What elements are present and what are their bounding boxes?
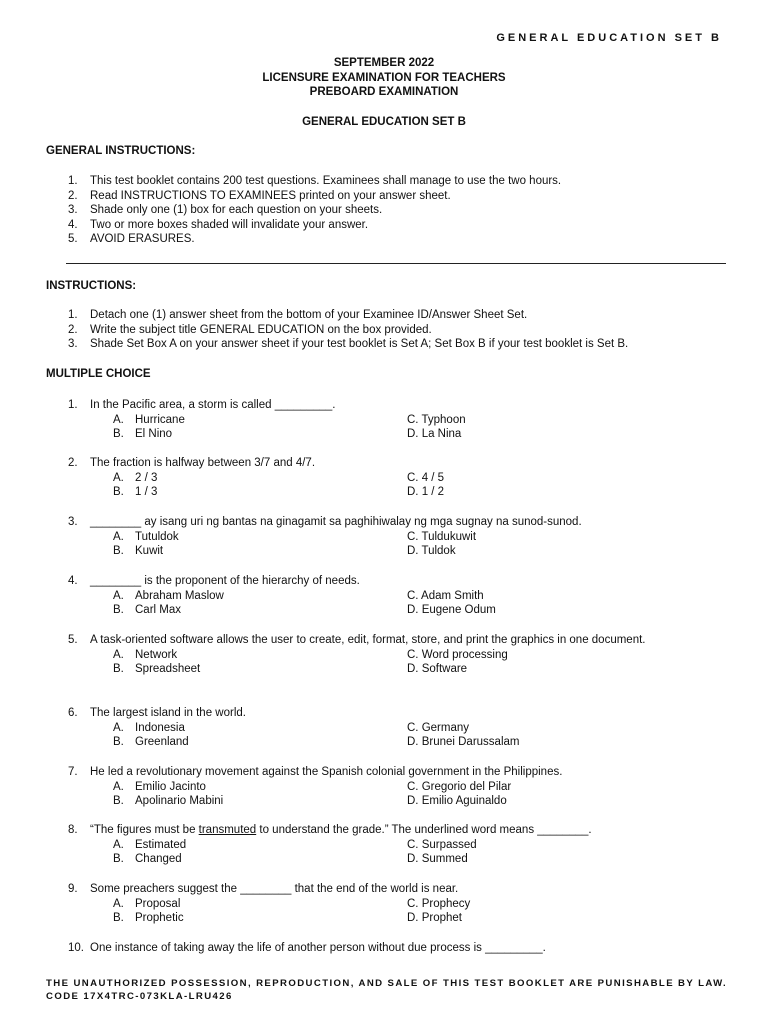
- option-a: A. Proposal: [113, 897, 181, 910]
- instructions-list: [68, 308, 628, 352]
- list-item: 5. AVOID ERASURES.: [68, 233, 195, 246]
- option-b: B. Greenland: [113, 736, 189, 749]
- option-b: B. El Nino: [113, 428, 173, 441]
- option-a: A. Indonesia: [113, 721, 185, 734]
- option-b: B. Apolinario Mabini: [113, 795, 224, 808]
- question-2: 2. The fraction is halfway between 3/7 and 4/7. A. 2 / 3 C. 4 / 5 B. 1 / 3 D. 1 / 2: [68, 456, 728, 500]
- option-c: C. Tuldukuwit: [407, 530, 477, 543]
- question-4: 4. ________ is the proponent of the hierarchy of needs. A. Abraham Maslow C. Adam Smith B. Carl Max D. Eugene Odum: [68, 574, 728, 618]
- question-stem: In the Pacific area, a storm is called _________.: [90, 399, 336, 411]
- option-b: B. Spreadsheet: [113, 663, 201, 676]
- multiple-choice-label: MULTIPLE CHOICE: [46, 368, 151, 380]
- option-d: D. Tuldok: [407, 545, 456, 558]
- question-stem: He led a revolutionary movement against the Spanish colonial government in the Philippines.: [90, 766, 563, 778]
- question-stem: Some preachers suggest the ________ that the end of the world is near.: [90, 883, 459, 895]
- question-stem: A task-oriented software allows the user to create, edit, format, store, and print the graphics in one document.: [90, 634, 646, 646]
- question-7: 7. He led a revolutionary movement against the Spanish colonial government in the Philippines. A. Emilio Jacinto C. Gregorio del Pilar B. Apolinario Mabini D. Emilio Aguinaldo: [68, 765, 728, 809]
- exam-type: PREBOARD EXAMINATION: [309, 86, 459, 98]
- question-stem: “The figures must be transmuted to understand the grade.” The underlined word means ________.: [90, 824, 592, 836]
- question-stem: The fraction is halfway between 3/7 and 4/7.: [90, 457, 316, 469]
- exam-name: LICENSURE EXAMINATION FOR TEACHERS: [262, 71, 506, 84]
- question-10: 10. One instance of taking away the life of another person without due process is _________.: [68, 941, 728, 956]
- option-b: B. Prophetic: [113, 912, 184, 925]
- option-d: D. Emilio Aguinaldo: [407, 795, 507, 808]
- booklet-code: CODE 17X4TRC-073KLA-LRU426: [46, 991, 233, 1002]
- question-6: 6. The largest island in the world. A. Indonesia C. Germany B. Greenland D. Brunei Darussalam: [68, 706, 728, 750]
- option-c: C. Gregorio del Pilar: [407, 780, 512, 793]
- question-9: 9. Some preachers suggest the ________ that the end of the world is near. A. Proposal C. Prophecy B. Prophetic D. Prophet: [68, 882, 728, 926]
- option-a: A. Emilio Jacinto: [113, 780, 206, 793]
- footer: [46, 977, 727, 1003]
- running-header: GENERAL EDUCATION SET B: [496, 32, 722, 44]
- question-8: 8. “The figures must be transmuted to understand the grade.” The underlined word means ________. A. Estimated C. Surpassed B. Changed D. Summed: [68, 823, 728, 867]
- question-stem: ________ ay isang uri ng bantas na ginagamit sa paghihiwalay ng mga sugnay na sunod-sunod.: [90, 516, 582, 528]
- question-stem: The largest island in the world.: [90, 707, 246, 719]
- list-item: 3. Shade only one (1) box for each question on your sheets.: [68, 204, 383, 217]
- question-5: 5. A task-oriented software allows the user to create, edit, format, store, and print the graphics in one document. A. Network C. Word processing B. Spreadsheet D. Software: [68, 633, 728, 677]
- question-1: 1. In the Pacific area, a storm is called _________. A. Hurricane C. Typhoon B. El Nino D. La Nina: [68, 398, 728, 442]
- set-title: GENERAL EDUCATION SET B: [302, 116, 466, 128]
- option-d: D. La Nina: [407, 428, 462, 441]
- option-d: D. 1 / 2: [407, 486, 445, 499]
- general-instructions-list: [68, 174, 561, 247]
- list-item: 2. Read INSTRUCTIONS TO EXAMINEES printed on your answer sheet.: [68, 189, 451, 202]
- general-instructions-label: GENERAL INSTRUCTIONS:: [46, 145, 196, 157]
- option-d: D. Brunei Darussalam: [407, 736, 520, 749]
- question-stem: One instance of taking away the life of another person without due process is _________.: [90, 942, 546, 954]
- option-c: C. Typhoon: [407, 413, 466, 426]
- question-stem: ________ is the proponent of the hierarchy of needs.: [90, 575, 360, 587]
- exam-date: SEPTEMBER 2022: [333, 57, 435, 69]
- list-item: 3. Shade Set Box A on your answer sheet if your test booklet is Set A; Set Box B if your test booklet is Set B.: [68, 338, 629, 351]
- option-a: A. Abraham Maslow: [113, 589, 224, 602]
- option-c: C. Surpassed: [407, 838, 477, 851]
- option-d: D. Prophet: [407, 912, 462, 925]
- divider-rule: [66, 263, 726, 264]
- option-d: D. Eugene Odum: [407, 604, 496, 617]
- option-b: B. Carl Max: [113, 604, 182, 617]
- option-b: B. 1 / 3: [113, 486, 158, 499]
- option-c: C. Word processing: [407, 648, 508, 661]
- list-item: 2. Write the subject title GENERAL EDUCATION on the box provided.: [68, 323, 432, 336]
- option-c: C. Prophecy: [407, 897, 471, 910]
- option-a: A. Estimated: [113, 838, 187, 851]
- option-a: A. 2 / 3: [113, 471, 158, 484]
- option-b: B. Kuwit: [113, 545, 164, 558]
- option-c: C. 4 / 5: [407, 471, 445, 484]
- option-a: A. Network: [113, 648, 178, 661]
- option-b: B. Changed: [113, 853, 182, 866]
- question-3: 3. ________ ay isang uri ng bantas na ginagamit sa paghihiwalay ng mga sugnay na sunod-sunod. A. Tutuldok C. Tuldukuwit B. Kuwit D. Tuldok: [68, 515, 728, 559]
- underlined-word: transmuted: [198, 824, 257, 836]
- option-a: A. Tutuldok: [113, 530, 179, 543]
- instructions-label: INSTRUCTIONS:: [46, 280, 137, 292]
- list-item: 1. This test booklet contains 200 test questions. Examinees shall manage to use the two hours.: [68, 175, 562, 187]
- title-block: [0, 56, 768, 100]
- option-c: C. Adam Smith: [407, 589, 484, 602]
- option-d: D. Summed: [407, 853, 468, 866]
- option-d: D. Software: [407, 663, 468, 676]
- list-item: 1. Detach one (1) answer sheet from the bottom of your Examinee ID/Answer Sheet Set.: [68, 309, 528, 321]
- option-a: A. Hurricane: [113, 413, 185, 426]
- legal-notice: THE UNAUTHORIZED POSSESSION, REPRODUCTION, AND SALE OF THIS TEST BOOKLET ARE PUNISHABLE BY LAW.: [46, 978, 728, 989]
- option-c: C. Germany: [407, 721, 469, 734]
- list-item: 4. Two or more boxes shaded will invalidate your answer.: [68, 218, 369, 231]
